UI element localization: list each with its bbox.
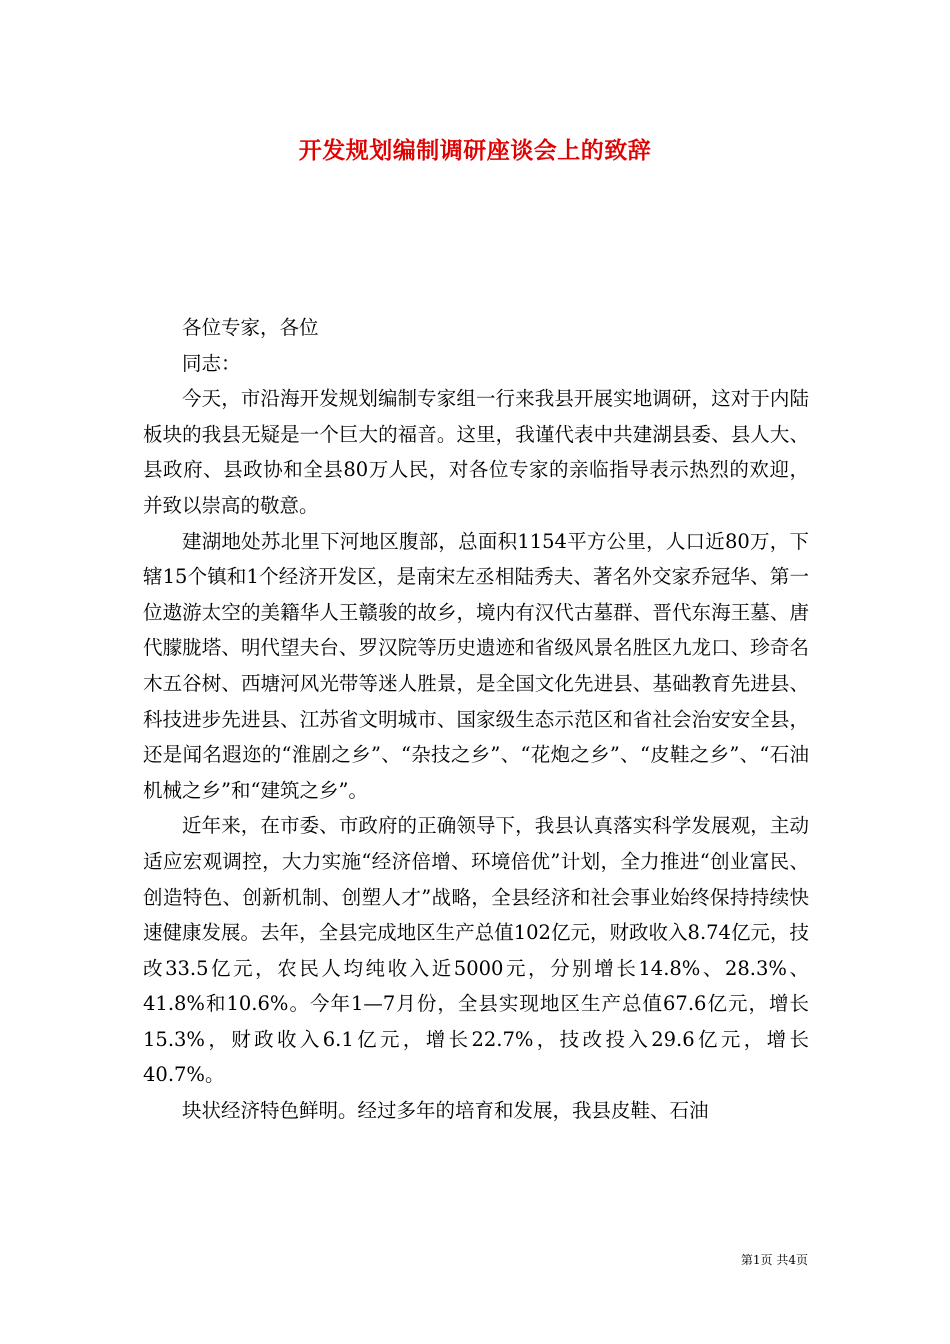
page-number: 第1页 共4页: [740, 1253, 808, 1267]
paragraph: 块状经济特色鲜明。经过多年的培育和发展，我县皮鞋、石油: [182, 1099, 709, 1123]
document-body: [143, 310, 809, 1129]
greeting-line: 各位专家，各位: [182, 316, 319, 339]
paragraph: 建湖地处苏北里下河地区腹部，总面积1154平方公里，人口近80万，下辖15个镇和1个经济开发区，是南宋左丞相陆秀夫、著名外交家乔冠华、第一位遨游太空的美籍华人王赣骏的故乡，境内有汉代古墓群、晋代东海王墓、唐代朦胧塔、明代望夫台、罗汉院等历史遗迹和省级风景名胜区九龙口、珍奇名木五谷树、西塘河风光带等迷人胜景，是全国文化先进县、基础教育先进县、科技进步先进县、江苏省文明城市、国家级生态示范区和省社会治安安全县，还是闻名遐迩的“淮剧之乡”、“杂技之乡”、“花炮之乡”、“皮鞋之乡”、“石油机械之乡”和“建筑之乡”。: [143, 529, 809, 802]
paragraph: 今天，市沿海开发规划编制专家组一行来我县开展实地调研，这对于内陆板块的我县无疑是一个巨大的福音。这里，我谨代表中共建湖县委、县人大、县政府、县政协和全县80万人民，对各位专家的亲临指导表示热烈的欢迎，并致以崇高的敬意。: [143, 387, 809, 517]
paragraph: 近年来，在市委、市政府的正确领导下，我县认真落实科学发展观，主动适应宏观调控，大力实施“经济倍增、环境倍优”计划，全力推进“创业富民、创造特色、创新机制、创塑人才”战略，全县经济和社会事业始终保持持续快速健康发展。去年，全县完成地区生产总值102亿元，财政收入8.74亿元，技改33.5亿元，农民人均纯收入近5000元，分别增长14.8%、28.3%、41.8%和10.6%。今年1—7月份，全县实现地区生产总值67.6亿元，增长15.3%，财政收入6.1亿元，增长22.7%，技改投入29.6亿元，增长40.7%。: [143, 814, 809, 1087]
document-title: 开发规划编制调研座谈会上的致辞: [298, 137, 652, 164]
salutation-line: 同志：: [182, 351, 241, 375]
